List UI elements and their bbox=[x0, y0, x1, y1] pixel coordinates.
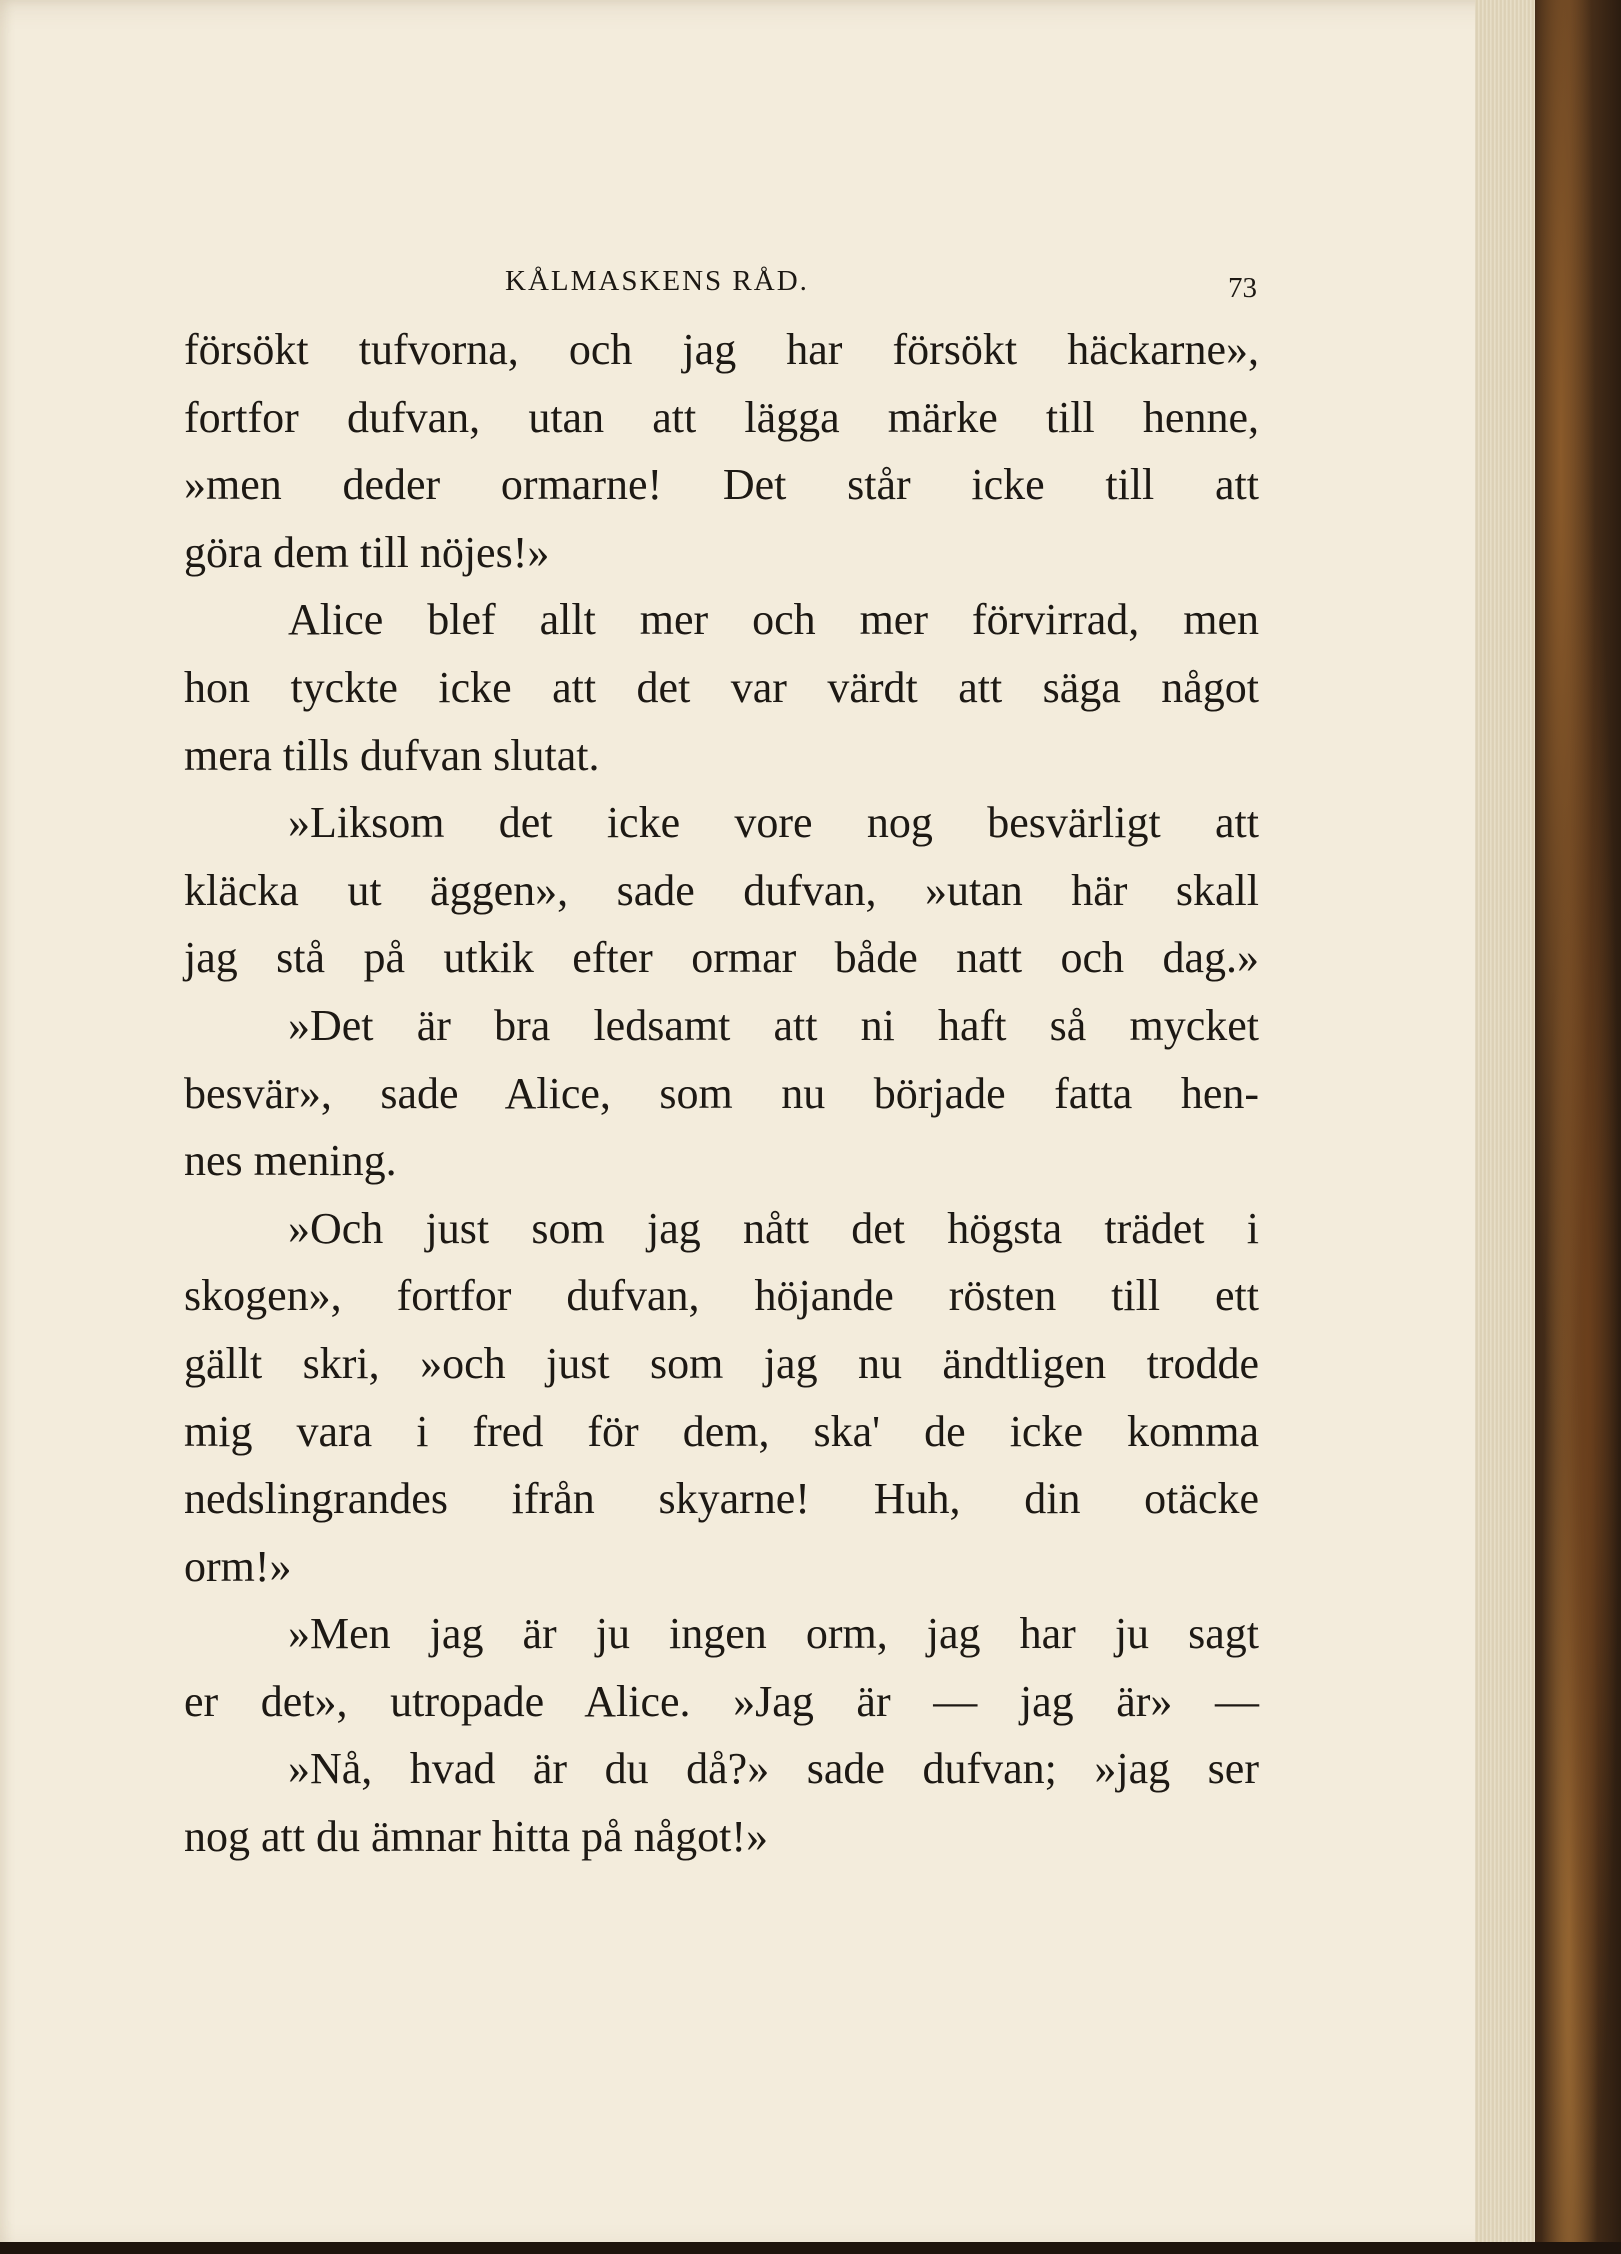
text-line: nedslingrandes ifrån skyarne! Huh, din otäcke bbox=[184, 1474, 1259, 1524]
text-line: mig vara i fred för dem, ska' de icke komma bbox=[184, 1406, 1259, 1456]
text-line: nes mening. bbox=[184, 1136, 397, 1186]
text-line: göra dem till nöjes!» bbox=[184, 527, 550, 577]
text-line: »Det är bra ledsamt att ni haft så mycket bbox=[288, 1000, 1259, 1050]
text-line: er det», utropade Alice. »Jag är — jag är» — bbox=[184, 1676, 1259, 1726]
body-text bbox=[184, 316, 1259, 1871]
text-line: jag stå på utkik efter ormar både natt och dag.» bbox=[184, 933, 1259, 983]
bottom-edge bbox=[0, 2242, 1621, 2254]
text-line: mera tills dufvan slutat. bbox=[184, 730, 600, 780]
text-line: »Nå, hvad är du då?» sade dufvan; »jag ser bbox=[288, 1744, 1259, 1794]
book-binding bbox=[1535, 0, 1621, 2254]
text-line: »Men jag är ju ingen orm, jag har ju sagt bbox=[288, 1609, 1259, 1659]
text-line: försökt tufvorna, och jag har försökt häckarne», bbox=[184, 325, 1259, 374]
text-line: gällt skri, »och just som jag nu ändtligen trodde bbox=[184, 1338, 1259, 1388]
text-line: skogen», fortfor dufvan, höjande rösten till ett bbox=[184, 1271, 1259, 1321]
text-line: Alice blef allt mer och mer förvirrad, men bbox=[288, 595, 1259, 645]
text-line: hon tyckte icke att det var värdt att säga något bbox=[184, 662, 1259, 712]
text-line: »Och just som jag nått det högsta trädet i bbox=[288, 1203, 1259, 1253]
text-line: »men deder ormarne! Det står icke till att bbox=[184, 460, 1259, 510]
text-line: besvär», sade Alice, som nu började fatta hen- bbox=[184, 1068, 1259, 1118]
text-line: nog att du ämnar hitta på något!» bbox=[184, 1812, 769, 1862]
text-line: fortfor dufvan, utan att lägga märke till henne, bbox=[184, 392, 1259, 442]
running-head: KÅLMASKENS RÅD. bbox=[505, 265, 809, 297]
text-line: »Liksom det icke vore nog besvärligt att bbox=[288, 798, 1259, 848]
text-line: orm!» bbox=[184, 1541, 292, 1591]
page-number: 73 bbox=[1228, 272, 1257, 304]
text-line: kläcka ut äggen», sade dufvan, »utan här skall bbox=[184, 865, 1259, 915]
